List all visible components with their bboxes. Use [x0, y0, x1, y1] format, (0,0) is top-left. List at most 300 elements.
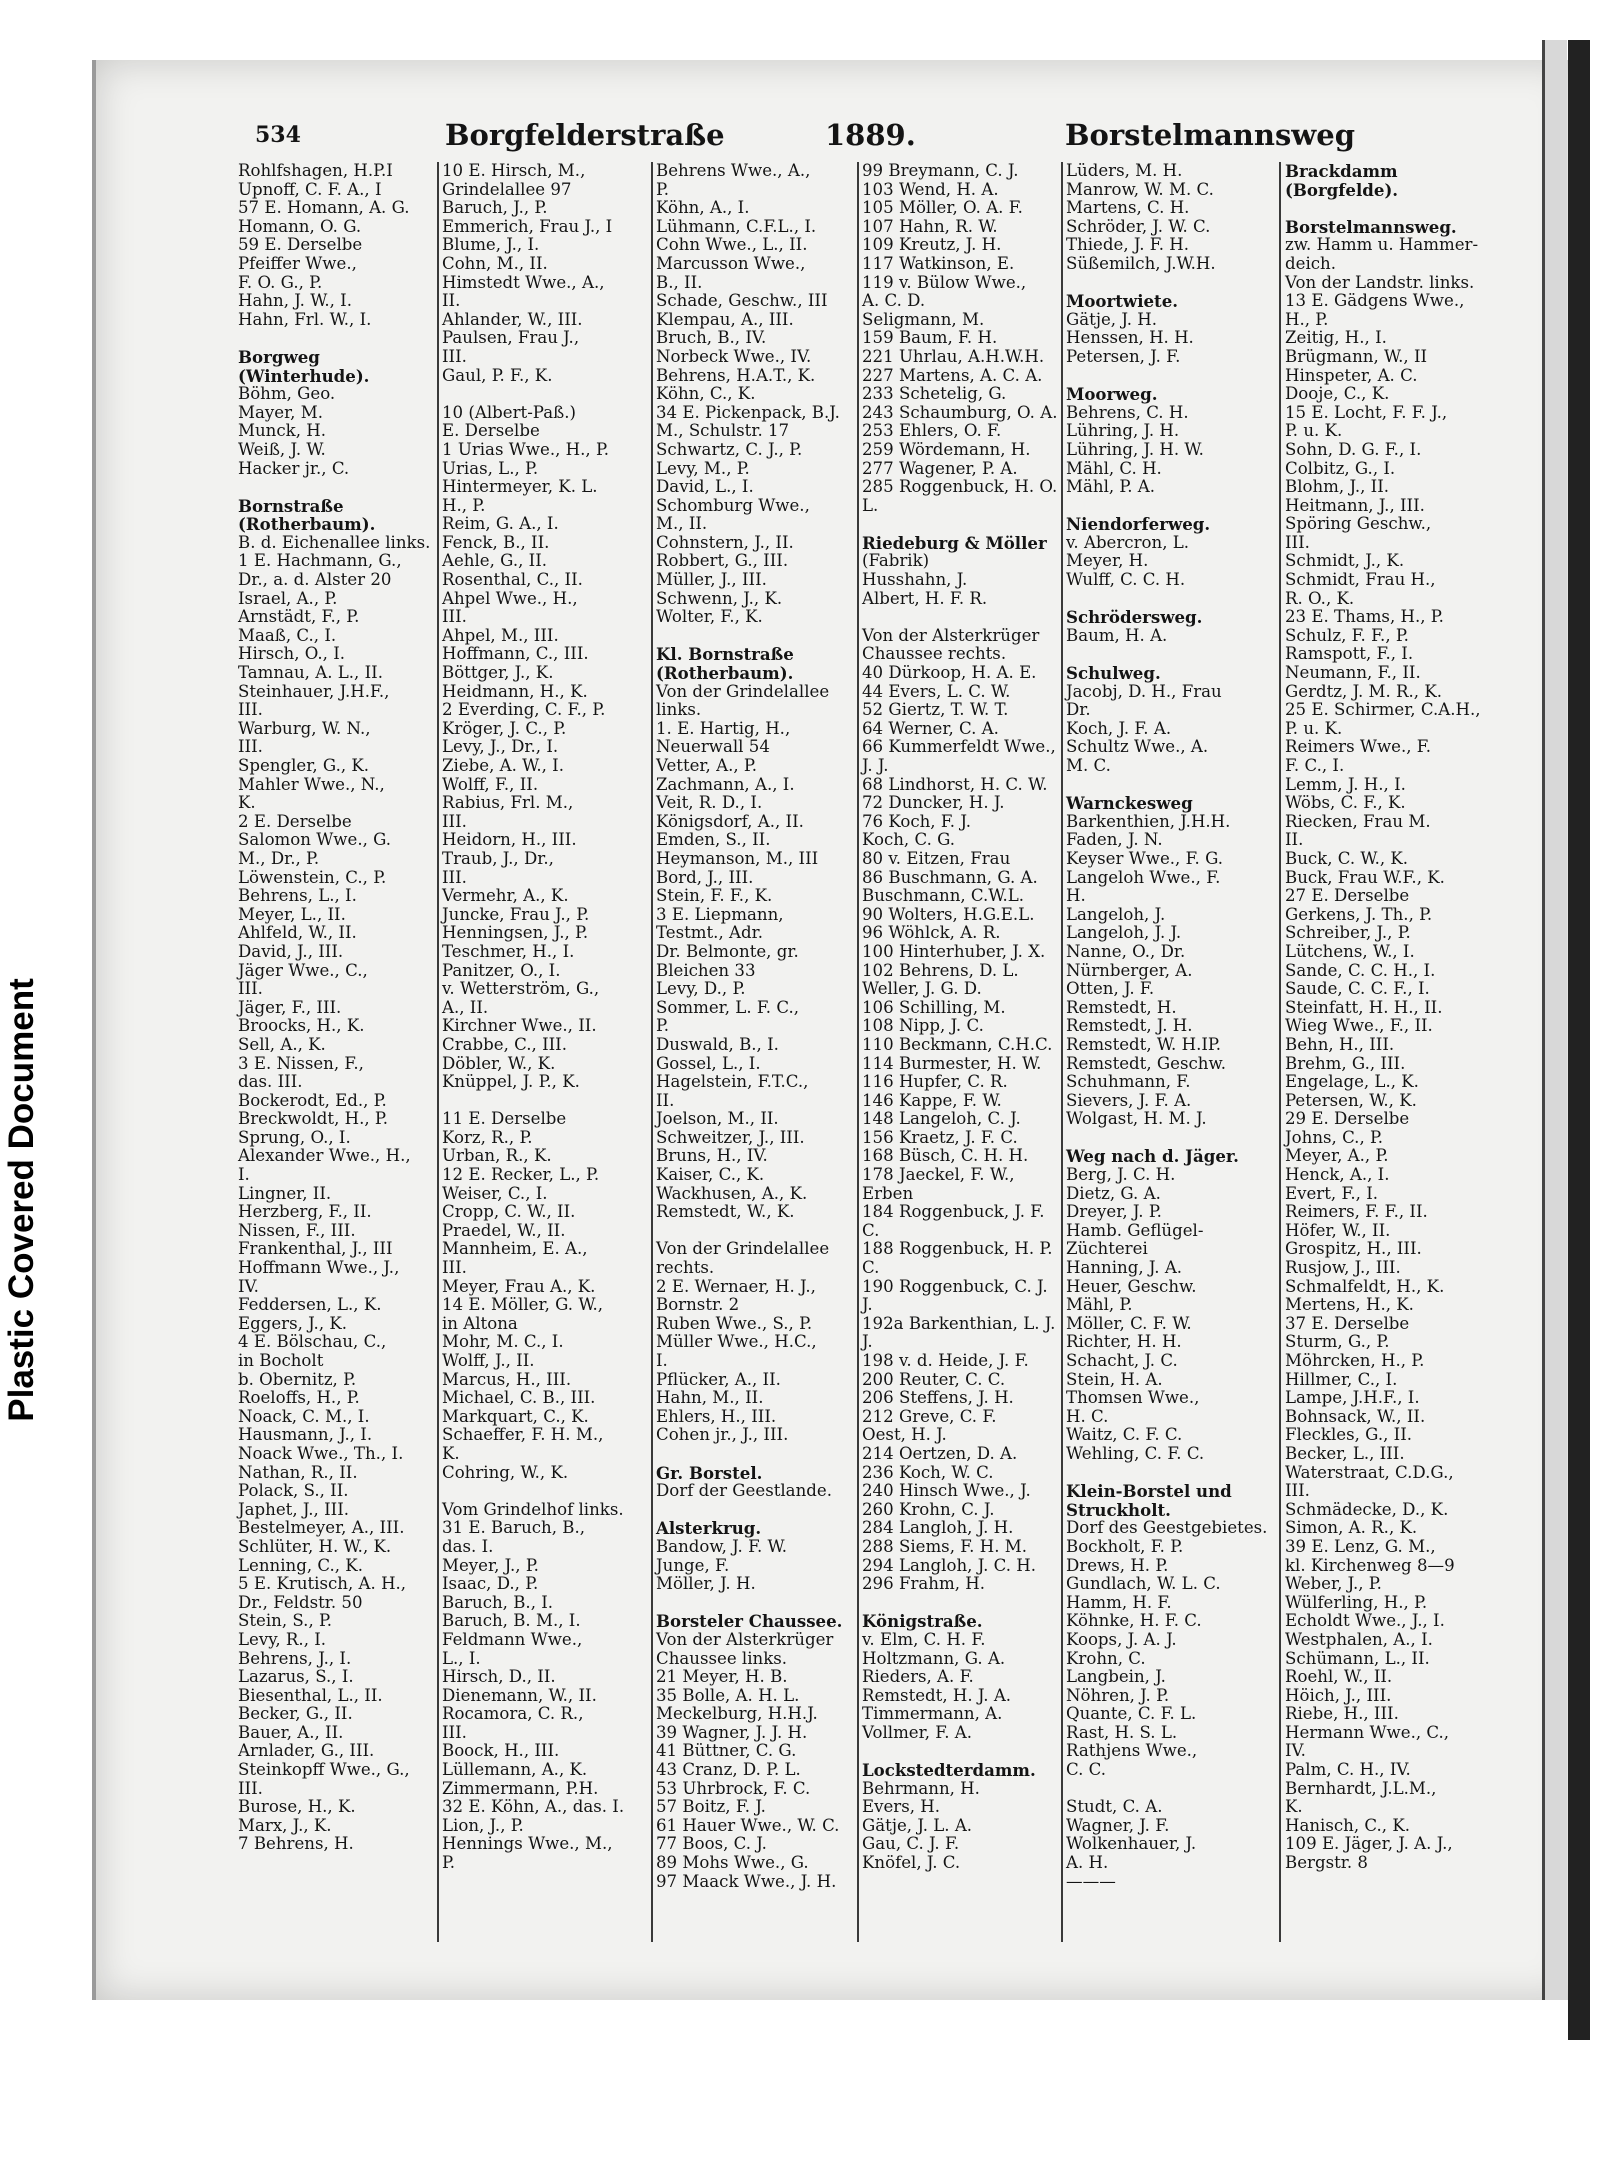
- directory-entry: P. u. K.: [1285, 718, 1343, 738]
- directory-entry: Bergstr. 8: [1285, 1853, 1368, 1873]
- section-heading: Lockstedterdamm.: [862, 1760, 1036, 1781]
- directory-entry: Urban, R., K.: [442, 1146, 552, 1166]
- directory-entry: Gätje, J. H.: [1066, 309, 1157, 329]
- directory-entry: Zeitig, H., I.: [1285, 328, 1387, 348]
- directory-entry: Zachmann, A., I.: [656, 774, 795, 794]
- directory-entry: F. C., I.: [1285, 756, 1345, 775]
- directory-entry: Gerkens, J. Th., P.: [1285, 904, 1433, 924]
- directory-entry: Brehm, G., III.: [1285, 1053, 1406, 1073]
- directory-entry: Levy, D., P.: [656, 979, 746, 999]
- directory-entry: 1 E. Hachmann, G.,: [238, 551, 402, 571]
- directory-entry: Bruns, H., IV.: [656, 1146, 768, 1166]
- directory-entry: Himstedt Wwe., A.,: [442, 272, 605, 292]
- directory-entry: Langeloh Wwe., F.: [1066, 867, 1221, 887]
- directory-entry: Emmerich, Frau J., I: [442, 216, 613, 236]
- page-header: [255, 118, 1545, 162]
- directory-entry: Marcusson Wwe.,: [656, 253, 806, 273]
- directory-entry: III.: [238, 1778, 263, 1798]
- directory-entry: 277 Wagener, P. A.: [862, 458, 1018, 478]
- directory-entry: Fenck, B., II.: [442, 532, 550, 552]
- directory-entry: 61 Hauer Wwe., W. C.: [656, 1815, 840, 1835]
- directory-entry: Meckelburg, H.H.J.: [656, 1704, 818, 1724]
- directory-entry: Baum, H. A.: [1066, 625, 1168, 645]
- directory-entry: Palm, C. H., IV.: [1285, 1760, 1411, 1780]
- directory-entry: J. J.: [862, 756, 889, 775]
- directory-entry: Bernhardt, J.L.M.,: [1285, 1778, 1437, 1798]
- column-rule: [857, 162, 859, 1942]
- directory-entry: Junge, F.: [656, 1555, 730, 1575]
- directory-entry: Krohn, C.: [1066, 1648, 1146, 1668]
- directory-entry: Roehl, W., II.: [1285, 1667, 1393, 1687]
- directory-entry: Buck, C. W., K.: [1285, 848, 1409, 868]
- directory-entry: Berg, J. C. H.: [1066, 1165, 1176, 1185]
- directory-entry: 110 Beckmann, C.H.C.: [862, 1034, 1053, 1054]
- directory-entry: 288 Siems, F. H. M.: [862, 1536, 1028, 1556]
- directory-entry: Frankenthal, J., III: [238, 1239, 393, 1259]
- directory-entry: 168 Büsch, C. H. H.: [862, 1146, 1029, 1166]
- directory-entry: Möller, C. F. W.: [1066, 1313, 1192, 1333]
- directory-entry: Ramspott, F., I.: [1285, 644, 1414, 664]
- directory-entry: Ziebe, A. W., I.: [442, 756, 564, 775]
- directory-entry: Gau, C. J. F.: [862, 1834, 960, 1854]
- directory-entry: Blohm, J., II.: [1285, 477, 1390, 497]
- directory-entry: Pfeiffer Wwe.,: [238, 253, 357, 273]
- directory-entry: Langbein, J.: [1066, 1667, 1166, 1687]
- directory-entry: Lüllemann, A., K.: [442, 1760, 588, 1780]
- directory-entry: Nathan, R., II.: [238, 1462, 358, 1482]
- directory-entry: 31 E. Baruch, B.,: [442, 1518, 586, 1538]
- directory-entry: David, L., I.: [656, 477, 754, 497]
- directory-entry: Hirsch, O., I.: [238, 644, 346, 664]
- directory-entry: 72 Duncker, H. J.: [862, 793, 1005, 813]
- directory-entry: A. C. D.: [862, 291, 926, 311]
- directory-entry: 35 Bolle, A. H. L.: [656, 1685, 800, 1705]
- directory-entry: 117 Watkinson, E.: [862, 253, 1015, 273]
- directory-entry: Schultz Wwe., A.: [1066, 737, 1209, 757]
- section-heading: Moorweg.: [1066, 384, 1158, 405]
- directory-entry: Herzberg, F., II.: [238, 1202, 372, 1222]
- directory-entry: b. Obernitz, P.: [238, 1369, 357, 1389]
- directory-entry: 116 Hupfer, C. R.: [862, 1072, 1008, 1092]
- directory-entry: 96 Wöhlck, A. R.: [862, 923, 1001, 943]
- directory-entry: Fleckles, G., II.: [1285, 1425, 1413, 1445]
- directory-entry: P.: [656, 1016, 670, 1036]
- directory-entry: Süßemilch, J.W.H.: [1066, 253, 1216, 273]
- directory-entry: Noack Wwe., Th., I.: [238, 1443, 404, 1463]
- directory-entry: 106 Schilling, M.: [862, 997, 1006, 1017]
- directory-entry: Chaussee links.: [656, 1648, 788, 1668]
- directory-entry: Ehlers, H., III.: [656, 1406, 777, 1426]
- directory-entry: III.: [238, 979, 263, 999]
- directory-entry: 206 Steffens, J. H.: [862, 1388, 1014, 1408]
- directory-entry: Dorf des Geestgebietes.: [1066, 1518, 1268, 1538]
- directory-entry: 294 Langloh, J. C. H.: [862, 1555, 1037, 1575]
- directory-entry: Schomburg Wwe.,: [656, 495, 810, 515]
- directory-entry: Teschmer, H., I.: [442, 941, 575, 961]
- directory-entry: Lampe, J.H.F., I.: [1285, 1388, 1420, 1408]
- directory-entry: Henningsen, J., P.: [442, 923, 589, 943]
- directory-entry: M., Schulstr. 17: [656, 421, 790, 441]
- directory-entry: Hintermeyer, K. L.: [442, 477, 598, 497]
- directory-entry: Biesenthal, L., II.: [238, 1685, 383, 1705]
- directory-entry: Heymanson, M., III: [656, 848, 819, 868]
- directory-entry: Köhn, A., I.: [656, 198, 750, 218]
- directory-entry: Heitmann, J., III.: [1285, 495, 1425, 515]
- directory-entry: Roeloffs, H., P.: [238, 1388, 360, 1408]
- directory-entry: Dorf der Geestlande.: [656, 1481, 832, 1501]
- section-heading: Königstraße.: [862, 1611, 983, 1632]
- directory-entry: IV.: [1285, 1741, 1306, 1761]
- directory-entry: Lüders, M. H.: [1066, 161, 1183, 180]
- directory-entry: Polack, S., II.: [238, 1481, 349, 1501]
- directory-entry: Behrens, J., I.: [238, 1648, 352, 1668]
- directory-entry: Schwartz, C. J., P.: [656, 439, 803, 459]
- directory-entry: 119 v. Bülow Wwe.,: [862, 272, 1027, 292]
- directory-entry: K.: [238, 793, 256, 813]
- directory-entry: Hoffmann Wwe., J.,: [238, 1258, 400, 1278]
- directory-entry: Lühring, J. H. W.: [1066, 439, 1204, 459]
- blank-line: [1066, 1464, 1276, 1483]
- directory-entry: Waitz, C. F. C.: [1066, 1425, 1183, 1445]
- directory-entry: 5 E. Krutisch, A. H.,: [238, 1574, 407, 1594]
- directory-entry: Korz, R., P.: [442, 1127, 533, 1147]
- directory-entry: Wackhusen, A., K.: [656, 1183, 808, 1203]
- directory-entry: Manrow, W. M. C.: [1066, 179, 1214, 199]
- directory-entry: Behrmann, H.: [862, 1778, 980, 1798]
- directory-entry: Petersen, J. F.: [1066, 346, 1181, 366]
- directory-entry: Norbeck Wwe., IV.: [656, 346, 812, 366]
- directory-entry: Weller, J. G. D.: [862, 979, 982, 999]
- directory-entry: Kirchner Wwe., II.: [442, 1016, 597, 1036]
- directory-entry: C. C.: [1066, 1760, 1107, 1780]
- blank-line: [442, 1482, 652, 1501]
- section-heading: Klein-Borstel und: [1066, 1481, 1232, 1502]
- directory-entry: 243 Schaumburg, O. A.: [862, 402, 1058, 422]
- directory-entry: III.: [442, 346, 467, 366]
- directory-entry: Upnoff, C. F. A., I: [238, 179, 382, 199]
- directory-entry: 214 Oertzen, D. A.: [862, 1443, 1018, 1463]
- directory-entry: Burose, H., K.: [238, 1797, 356, 1817]
- directory-entry: Sievers, J. F. A.: [1066, 1090, 1192, 1110]
- directory-entry: Keyser Wwe., F. G.: [1066, 848, 1224, 868]
- directory-entry: 43 Cranz, D. P. L.: [656, 1760, 801, 1780]
- directory-entry: Blume, J., I.: [442, 235, 540, 255]
- directory-entry: 52 Giertz, T. W. T.: [862, 700, 1009, 720]
- directory-entry: Neuerwall 54: [656, 737, 770, 757]
- directory-entry: Koch, J. F. A.: [1066, 718, 1172, 738]
- directory-entry: Lingner, II.: [238, 1183, 332, 1203]
- directory-entry: 200 Reuter, C. C.: [862, 1369, 1006, 1389]
- directory-entry: Lütchens, W., I.: [1285, 941, 1415, 961]
- directory-entry: Hahn, Frl. W., I.: [238, 309, 372, 329]
- directory-entry: Wolff, J., II.: [442, 1351, 535, 1370]
- directory-entry: L., I.: [442, 1648, 481, 1668]
- directory-entry: kl. Kirchenweg 8—9: [1285, 1555, 1455, 1575]
- directory-entry: Von der Alsterkrüger: [656, 1629, 834, 1649]
- directory-entry: III.: [238, 737, 263, 757]
- directory-entry: 59 E. Derselbe: [238, 235, 363, 255]
- directory-entry: III.: [1285, 1481, 1310, 1501]
- directory-entry: H.: [1066, 886, 1086, 906]
- directory-entry: Remstedt, W. H.IP.: [1066, 1034, 1221, 1054]
- directory-entry: Traub, J., Dr.,: [442, 848, 554, 868]
- directory-entry: 12 E. Recker, L., P.: [442, 1165, 600, 1185]
- directory-entry: Colbitz, G., I.: [1285, 458, 1396, 478]
- directory-entry: 198 v. d. Heide, J. F.: [862, 1351, 1029, 1370]
- directory-entry: Vom Grindelhof links.: [442, 1499, 624, 1519]
- blank-line: [1066, 776, 1276, 795]
- directory-entry: Möhrcken, H., P.: [1285, 1351, 1425, 1370]
- directory-entry: Jacobj, D. H., Frau: [1066, 681, 1222, 701]
- directory-entry: III.: [442, 1258, 467, 1278]
- directory-entry: Dienemann, W., II.: [442, 1685, 597, 1705]
- directory-entry: links.: [656, 700, 702, 720]
- directory-entry: Baruch, B., I.: [442, 1592, 554, 1612]
- directory-entry: H., P.: [1285, 309, 1329, 329]
- directory-entry: Stein, H. A.: [1066, 1369, 1163, 1389]
- directory-entry: Köhnke, H. F. C.: [1066, 1611, 1202, 1631]
- directory-entry: Gaul, P. F., K.: [442, 365, 553, 385]
- directory-entry: B. d. Eichenallee links.: [238, 532, 431, 552]
- directory-entry: Kröger, J. C., P.: [442, 718, 567, 738]
- directory-entry: Crabbe, C., III.: [442, 1034, 568, 1054]
- directory-entry: Cohn, M., II.: [442, 253, 548, 273]
- directory-entry: III.: [442, 867, 467, 887]
- blank-line: [1066, 1129, 1276, 1148]
- section-heading: Borsteler Chaussee.: [656, 1611, 843, 1632]
- directory-entry: 105 Möller, O. A. F.: [862, 198, 1023, 218]
- directory-entry: 221 Uhrlau, A.H.W.H.: [862, 346, 1045, 366]
- directory-entry: Petersen, W., K.: [1285, 1090, 1417, 1110]
- directory-entry: Sturm, G., P.: [1285, 1332, 1390, 1352]
- directory-entry: Remstedt, J. H.: [1066, 1016, 1193, 1036]
- directory-entry: A., II.: [442, 997, 489, 1017]
- directory-entry: Schweitzer, J., III.: [656, 1127, 805, 1147]
- directory-entry: Lenning, C., K.: [238, 1555, 363, 1575]
- directory-entry: Holtzmann, G. A.: [862, 1648, 1006, 1668]
- directory-entry: 11 E. Derselbe: [442, 1109, 567, 1129]
- directory-entry: 3 E. Liepmann,: [656, 904, 784, 924]
- blank-line: [442, 385, 652, 404]
- directory-entry: P.: [656, 179, 670, 199]
- directory-entry: Nissen, F., III.: [238, 1220, 356, 1240]
- header-year: 1889.: [825, 118, 916, 152]
- directory-entry: Juncke, Frau J., P.: [442, 904, 590, 924]
- section-heading: Struckholt.: [1066, 1499, 1171, 1520]
- directory-entry: Ruben Wwe., S., P.: [656, 1313, 813, 1333]
- directory-entry: Müller, J., III.: [656, 570, 767, 590]
- directory-entry: Cohring, W., K.: [442, 1462, 569, 1482]
- directory-entry: zw. Hamm u. Hammer-: [1285, 235, 1479, 255]
- blank-line: [862, 515, 1062, 534]
- directory-entry: Behrens Wwe., A.,: [656, 161, 811, 180]
- directory-entry: Heuer, Geschw.: [1066, 1276, 1197, 1296]
- directory-entry: Hagelstein, F.T.C.,: [656, 1072, 809, 1092]
- blank-line: [656, 1594, 856, 1613]
- directory-entry: Grindelallee 97: [442, 179, 572, 199]
- directory-entry: das. III.: [238, 1072, 303, 1092]
- directory-entry: Jäger, F., III.: [238, 997, 342, 1017]
- directory-entry: Schulz, F. F., P.: [1285, 625, 1409, 645]
- directory-entry: 1. E. Hartig, H.,: [656, 718, 791, 738]
- directory-entry: Nöhren, J. P.: [1066, 1685, 1170, 1705]
- directory-entry: Koops, J. A. J.: [1066, 1629, 1177, 1649]
- directory-entry: Höich, J., III.: [1285, 1685, 1392, 1705]
- section-heading: (Winterhude).: [238, 365, 370, 386]
- directory-entry: Wagner, J. F.: [1066, 1815, 1170, 1835]
- section-heading: Warnckesweg: [1066, 793, 1193, 814]
- directory-entry: rechts.: [656, 1258, 715, 1278]
- directory-entry: Levy, R., I.: [238, 1629, 327, 1649]
- directory-entry: Bleichen 33: [656, 960, 756, 980]
- directory-entry: Remstedt, H. J. A.: [862, 1685, 1012, 1705]
- directory-entry: Cohn Wwe., L., II.: [656, 235, 808, 255]
- directory-entry: Von der Landstr. links.: [1285, 272, 1475, 292]
- directory-entry: 260 Krohn, C. J.: [862, 1499, 995, 1519]
- directory-entry: Evers, H.: [862, 1797, 941, 1817]
- directory-entry: Klempau, A., III.: [656, 309, 794, 329]
- section-heading: Alsterkrug.: [656, 1518, 762, 1539]
- directory-entry: Bandow, J. F. W.: [656, 1536, 787, 1556]
- directory-entry: 103 Wend, H. A.: [862, 179, 999, 199]
- directory-entry: Vermehr, A., K.: [442, 886, 569, 906]
- directory-entry: Kaiser, C., K.: [656, 1165, 765, 1185]
- directory-entry: 2 Everding, C. F., P.: [442, 700, 606, 720]
- directory-entry: Studt, C. A.: [1066, 1797, 1163, 1817]
- directory-entry: Cropp, C. W., II.: [442, 1202, 576, 1222]
- directory-entry: Behrens, H.A.T., K.: [656, 365, 816, 385]
- blank-line: [862, 1594, 1062, 1613]
- directory-entry: Vetter, A., P.: [656, 756, 757, 775]
- directory-entry: 15 E. Locht, F. F. J.,: [1285, 402, 1448, 422]
- directory-entry: Boock, H., III.: [442, 1741, 560, 1761]
- directory-entry: in Bocholt: [238, 1351, 324, 1370]
- directory-entry: 32 E. Köhn, A., das. I.: [442, 1797, 625, 1817]
- directory-entry: 41 Büttner, C. G.: [656, 1741, 797, 1761]
- directory-entry: P. u. K.: [1285, 421, 1343, 441]
- directory-entry: Robbert, G., III.: [656, 551, 789, 571]
- directory-entry: 2 E. Wernaer, H. J.,: [656, 1276, 816, 1296]
- directory-entry: Weiser, C., I.: [442, 1183, 548, 1203]
- directory-entry: Behrens, C. H.: [1066, 402, 1189, 422]
- directory-entry: Baruch, B. M., I.: [442, 1611, 581, 1631]
- directory-entry: 76 Koch, F. J.: [862, 811, 971, 831]
- directory-entry: Rabius, Frl. M.,: [442, 793, 574, 813]
- directory-entry: P.: [442, 1853, 456, 1873]
- directory-entry: Ahlfeld, W., II.: [238, 923, 357, 943]
- directory-entry: Wülferling, H., P.: [1285, 1592, 1428, 1612]
- directory-entry: Veit, R. D., I.: [656, 793, 763, 813]
- directory-entry: Reimers, F. F., II.: [1285, 1202, 1428, 1222]
- directory-entry: Von der Alsterkrüger: [862, 625, 1040, 645]
- directory-entry: Bornstr. 2: [656, 1295, 740, 1315]
- directory-entry: David, J., III.: [238, 941, 344, 961]
- directory-entry: Mähl, C. H.: [1066, 458, 1162, 478]
- directory-entry: Nanne, O., Dr.: [1066, 941, 1186, 961]
- directory-entry: Stein, S., P.: [238, 1611, 333, 1631]
- directory-entry: 97 Maack Wwe., J. H.: [656, 1871, 837, 1891]
- directory-entry: Remstedt, H.: [1066, 997, 1177, 1017]
- page-edge: [1542, 40, 1567, 2000]
- directory-entry: Bockholt, F. P.: [1066, 1536, 1184, 1556]
- directory-entry: 44 Evers, L. C. W.: [862, 681, 1011, 701]
- directory-entry: Schreiber, J., P.: [1285, 923, 1411, 943]
- blank-line: [656, 1222, 856, 1241]
- directory-entry: Vollmer, F. A.: [862, 1722, 973, 1742]
- blank-line: [656, 1501, 856, 1520]
- section-heading: Borstelmannsweg.: [1285, 216, 1457, 237]
- section-heading: Schulweg.: [1066, 663, 1161, 684]
- directory-entry: Maaß, C., I.: [238, 625, 337, 645]
- directory-entry: 77 Boos, C. J.: [656, 1834, 767, 1854]
- directory-column-1: [238, 162, 438, 1854]
- directory-entry: Reimers Wwe., F.: [1285, 737, 1432, 757]
- directory-entry: Feddersen, L., K.: [238, 1295, 382, 1315]
- directory-entry: Lazarus, S., I.: [238, 1667, 354, 1687]
- directory-entry: Henck, A., I.: [1285, 1165, 1390, 1185]
- directory-entry: Schaeffer, F. H. M.,: [442, 1425, 604, 1445]
- directory-entry: Drews, H. P.: [1066, 1555, 1169, 1575]
- directory-entry: Johns, C., P.: [1285, 1127, 1384, 1147]
- directory-entry: J.: [862, 1295, 873, 1315]
- directory-entry: E. Derselbe: [442, 421, 540, 441]
- blank-line: [862, 1742, 1062, 1761]
- directory-entry: (Fabrik): [862, 551, 930, 571]
- directory-entry: Mähl, P.: [1066, 1295, 1133, 1315]
- directory-entry: 146 Kappe, F. W.: [862, 1090, 1002, 1110]
- directory-entry: Von der Grindelallee: [656, 1239, 830, 1259]
- section-heading: Brackdamm: [1285, 161, 1398, 181]
- directory-entry: Feldmann Wwe.,: [442, 1629, 583, 1649]
- directory-entry: Becker, G., II.: [238, 1704, 353, 1724]
- directory-entry: Seligmann, M.: [862, 309, 985, 329]
- directory-entry: Westphalen, A., I.: [1285, 1629, 1433, 1649]
- directory-entry: 86 Buschmann, G. A.: [862, 867, 1038, 887]
- directory-entry: Emden, S., II.: [656, 830, 771, 850]
- directory-entry: Sell, A., K.: [238, 1034, 326, 1054]
- directory-column-3: [656, 162, 856, 1891]
- directory-entry: 296 Frahm, H.: [862, 1574, 986, 1594]
- directory-entry: F. O. G., P.: [238, 272, 323, 292]
- directory-entry: Bord, J., III.: [656, 867, 754, 887]
- directory-entry: 57 Boitz, F. J.: [656, 1797, 766, 1817]
- directory-entry: Steinhauer, J.H.F.,: [238, 681, 390, 701]
- section-heading: (Borgfelde).: [1285, 179, 1399, 200]
- directory-entry: 184 Roggenbuck, J. F.: [862, 1202, 1045, 1222]
- directory-entry: 236 Koch, W. C.: [862, 1462, 994, 1482]
- blank-line: [442, 1092, 652, 1111]
- directory-entry: Hillmer, C., I.: [1285, 1369, 1398, 1389]
- directory-entry: 4 E. Bölschau, C.,: [238, 1332, 387, 1352]
- directory-entry: Henssen, H. H.: [1066, 328, 1194, 348]
- directory-entry: Hamm, H. F.: [1066, 1592, 1172, 1612]
- directory-entry: Levy, J., Dr., I.: [442, 737, 559, 757]
- directory-entry: ———: [1066, 1871, 1116, 1891]
- directory-entry: Remstedt, Geschw.: [1066, 1053, 1226, 1073]
- section-heading: (Rotherbaum).: [238, 514, 376, 535]
- directory-entry: III.: [238, 700, 263, 720]
- directory-column-2: [442, 162, 652, 1873]
- directory-entry: 100 Hinterhuber, J. X.: [862, 941, 1046, 961]
- directory-entry: Schlüter, H. W., K.: [238, 1536, 392, 1556]
- directory-entry: 102 Behrens, D. L.: [862, 960, 1019, 980]
- directory-entry: Becker, L., III.: [1285, 1443, 1405, 1463]
- directory-entry: 13 E. Gädgens Wwe.,: [1285, 291, 1465, 311]
- directory-entry: Lühring, J. H.: [1066, 421, 1180, 441]
- directory-entry: Weber, J., P.: [1285, 1574, 1382, 1594]
- directory-entry: Sprung, O., I.: [238, 1127, 351, 1147]
- directory-entry: Hirsch, D., II.: [442, 1667, 556, 1687]
